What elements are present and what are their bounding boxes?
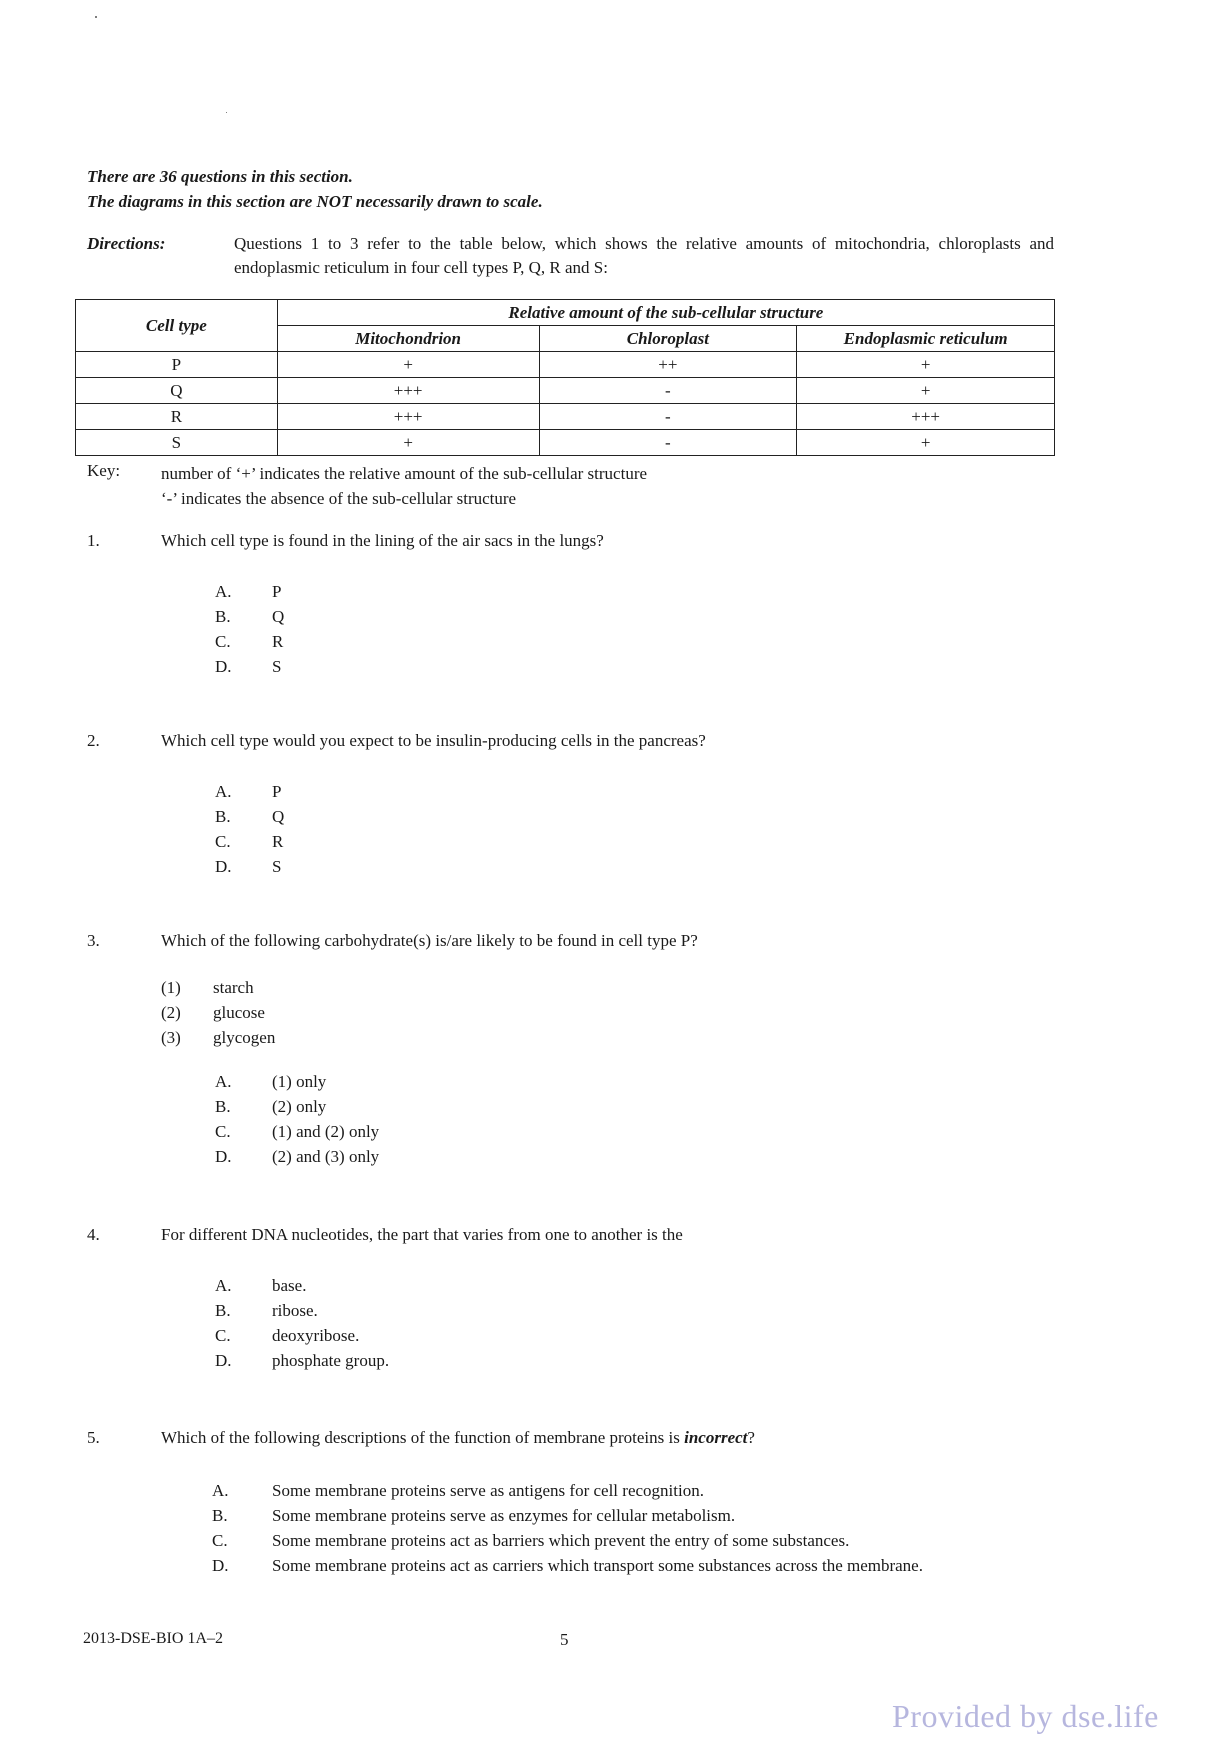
- cell-type: S: [76, 430, 278, 456]
- key-line-2: ‘-’ indicates the absence of the sub-cellular structure: [161, 489, 517, 508]
- question-4-text: For different DNA nucleotides, the part that varies from one to another is the: [161, 1225, 683, 1244]
- table-row: [76, 378, 1055, 404]
- option-text: deoxyribose.: [272, 1326, 360, 1345]
- question-5-text-start: Which of the following descriptions of the function of membrane proteins is: [161, 1428, 685, 1447]
- statement-text: starch: [213, 978, 254, 997]
- option-text: Q: [272, 807, 285, 826]
- option: [215, 1323, 389, 1348]
- option-text: phosphate group.: [272, 1351, 390, 1370]
- option: [215, 604, 284, 629]
- question-4-number: 4.: [87, 1225, 100, 1244]
- option-letter: D.: [215, 857, 232, 876]
- question-3-statements: [161, 975, 275, 1050]
- option-letter: D.: [215, 1351, 232, 1370]
- cell-type-table: [75, 299, 1055, 456]
- question-5-options: [212, 1478, 1040, 1578]
- table-cell: +++: [277, 378, 539, 404]
- statement-number: (2): [161, 1003, 181, 1022]
- table-cell: ++: [539, 352, 797, 378]
- footer-paper-code: 2013-DSE-BIO 1A–2: [83, 1630, 223, 1647]
- question-5-number: 5.: [87, 1428, 100, 1447]
- table-cell: +: [277, 430, 539, 456]
- question-2-text: Which cell type would you expect to be insulin-producing cells in the pancreas?: [161, 731, 706, 750]
- option-letter: A.: [215, 1276, 232, 1295]
- question-1-text: Which cell type is found in the lining of the air sacs in the lungs?: [161, 531, 604, 550]
- option-letter: A.: [212, 1481, 229, 1500]
- option-letter: C.: [215, 632, 231, 651]
- option: [215, 1298, 389, 1323]
- question-3-options: [215, 1069, 379, 1169]
- option-letter: C.: [212, 1531, 228, 1550]
- statement-number: (1): [161, 978, 181, 997]
- option-letter: B.: [215, 807, 231, 826]
- option: [215, 654, 284, 679]
- table-cell: -: [539, 430, 797, 456]
- intro-line-2: The diagrams in this section are NOT necessarily drawn to scale.: [87, 192, 543, 211]
- question-5-text: [161, 1428, 755, 1448]
- table-corner-header: Cell type: [76, 300, 278, 352]
- option-letter: B.: [215, 1097, 231, 1116]
- section-intro: [87, 164, 543, 214]
- option: [215, 829, 284, 854]
- column-header: Chloroplast: [539, 326, 797, 352]
- question-2-number: 2.: [87, 731, 100, 750]
- question-1-options: [215, 579, 284, 679]
- question-5-emphasis: incorrect: [684, 1428, 748, 1447]
- option-letter: C.: [215, 832, 231, 851]
- option: [215, 629, 284, 654]
- option-text: P: [272, 782, 282, 801]
- cell-type: P: [76, 352, 278, 378]
- option-text: S: [272, 657, 282, 676]
- column-header: Endoplasmic reticulum: [797, 326, 1055, 352]
- table-cell: +: [277, 352, 539, 378]
- statement: [161, 975, 275, 1000]
- table-cell: +++: [277, 404, 539, 430]
- question-4-options: [215, 1273, 389, 1373]
- provided-by-watermark: Provided by dse.life: [892, 1698, 1159, 1734]
- option: [215, 804, 284, 829]
- cell-type: Q: [76, 378, 278, 404]
- option: [215, 779, 284, 804]
- page-number: 5: [560, 1630, 569, 1649]
- column-header: Mitochondrion: [277, 326, 539, 352]
- directions-label: Directions:: [87, 234, 166, 253]
- option-text: R: [272, 632, 284, 651]
- scan-speck: [226, 112, 227, 113]
- table-cell: +: [797, 430, 1055, 456]
- statement-number: (3): [161, 1028, 181, 1047]
- option-text: Some membrane proteins serve as antigens for cell recognition.: [272, 1481, 704, 1500]
- key-line-1: number of ‘+’ indicates the relative amount of the sub-cellular structure: [161, 464, 648, 483]
- table-cell: +: [797, 352, 1055, 378]
- intro-line-1: There are 36 questions in this section.: [87, 167, 353, 186]
- statement: [161, 1000, 275, 1025]
- option-text: Some membrane proteins act as barriers which prevent the entry of some substances.: [272, 1531, 850, 1550]
- table-row: [76, 404, 1055, 430]
- option-letter: A.: [215, 1072, 232, 1091]
- option: [212, 1553, 1040, 1578]
- key-text: [161, 461, 647, 511]
- table-cell: +: [797, 378, 1055, 404]
- option-letter: A.: [215, 582, 232, 601]
- option: [215, 1069, 379, 1094]
- table-cell: +++: [797, 404, 1055, 430]
- option-letter: C.: [215, 1122, 231, 1141]
- option-text: (2) and (3) only: [272, 1147, 380, 1166]
- option-text: (2) only: [272, 1097, 327, 1116]
- option: [212, 1503, 1040, 1528]
- option-text: P: [272, 582, 282, 601]
- option: [215, 1348, 389, 1373]
- option: [212, 1528, 1040, 1553]
- option: [212, 1478, 1040, 1503]
- option-text: (1) only: [272, 1072, 327, 1091]
- statement: [161, 1025, 275, 1050]
- directions-text: Questions 1 to 3 refer to the table below, which shows the relative amounts of mitochondria, chloroplasts and endoplasmic reticulum in four cell types P, Q, R and S:: [234, 234, 1054, 277]
- option: [215, 1119, 379, 1144]
- key-label: Key:: [87, 461, 121, 480]
- option-letter: B.: [215, 607, 231, 626]
- option-letter: D.: [212, 1556, 229, 1575]
- option-letter: D.: [215, 657, 232, 676]
- scan-speck: [95, 16, 97, 18]
- question-5-text-end: ?: [747, 1428, 755, 1447]
- option: [215, 854, 284, 879]
- question-3-text: Which of the following carbohydrate(s) is/are likely to be found in cell type P?: [161, 931, 698, 950]
- statement-text: glycogen: [213, 1028, 276, 1047]
- option-text: S: [272, 857, 282, 876]
- cell-type: R: [76, 404, 278, 430]
- option-text: Some membrane proteins act as carriers which transport some substances across the membrane.: [272, 1556, 923, 1575]
- option-letter: D.: [215, 1147, 232, 1166]
- option: [215, 579, 284, 604]
- table-row: [76, 352, 1055, 378]
- table-cell: -: [539, 378, 797, 404]
- table-row: [76, 430, 1055, 456]
- option: [215, 1144, 379, 1169]
- question-3-number: 3.: [87, 931, 100, 950]
- question-2-options: [215, 779, 284, 879]
- option-text: Q: [272, 607, 285, 626]
- statement-text: glucose: [213, 1003, 265, 1022]
- question-1-number: 1.: [87, 531, 100, 550]
- option-letter: C.: [215, 1326, 231, 1345]
- option-letter: B.: [212, 1506, 228, 1525]
- option-text: R: [272, 832, 284, 851]
- option: [215, 1094, 379, 1119]
- option-letter: B.: [215, 1301, 231, 1320]
- table-cell: -: [539, 404, 797, 430]
- option-text: (1) and (2) only: [272, 1122, 380, 1141]
- option-text: ribose.: [272, 1301, 318, 1320]
- option-text: base.: [272, 1276, 307, 1295]
- table-group-header: Relative amount of the sub-cellular structure: [277, 300, 1054, 326]
- option-letter: A.: [215, 782, 232, 801]
- option-text: Some membrane proteins serve as enzymes for cellular metabolism.: [272, 1506, 736, 1525]
- option: [215, 1273, 389, 1298]
